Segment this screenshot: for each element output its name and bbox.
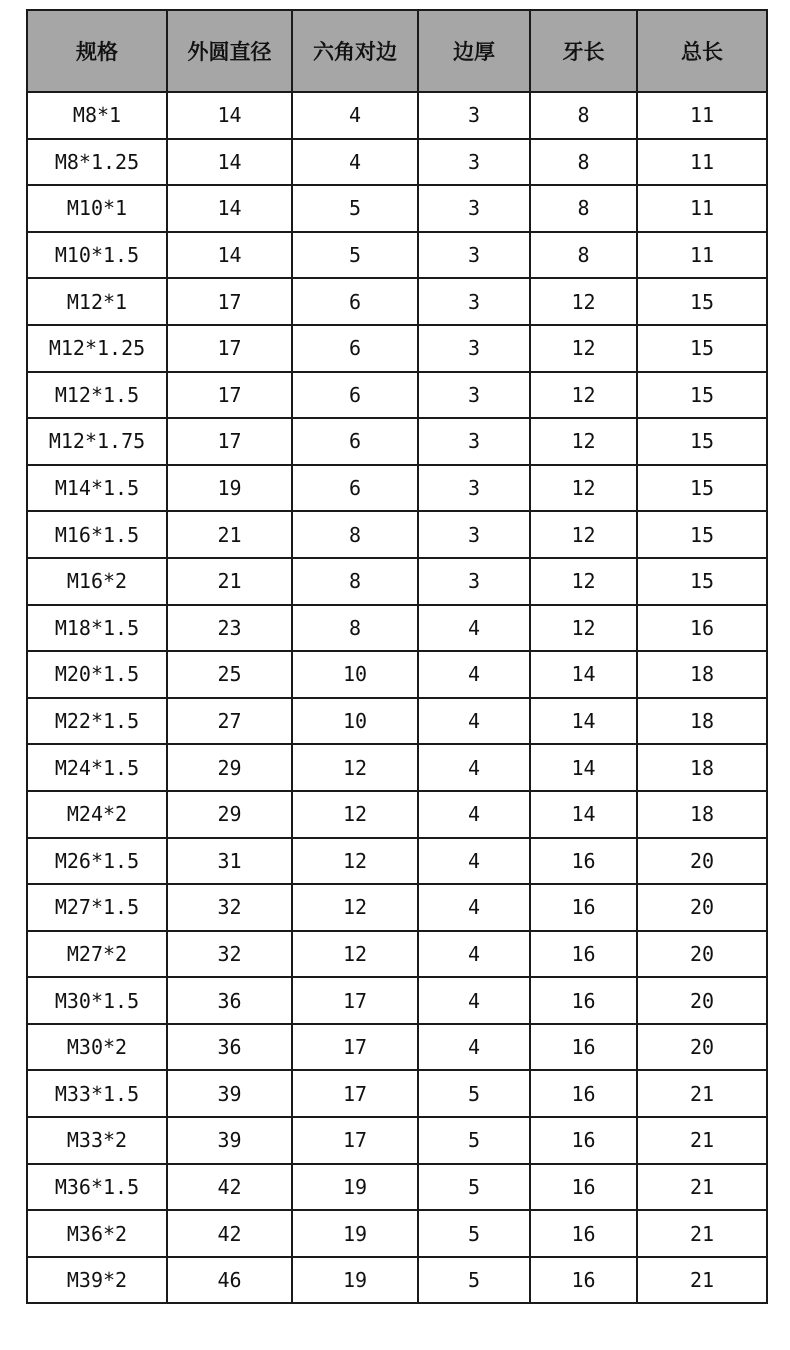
- cell-hex-flats: 12: [292, 838, 418, 885]
- cell-outer-diameter: 19: [167, 465, 292, 512]
- cell-outer-diameter: 17: [167, 325, 292, 372]
- cell-spec: M14*1.5: [27, 465, 167, 512]
- cell-hex-flats: 10: [292, 698, 418, 745]
- cell-rim-thickness: 3: [418, 372, 530, 419]
- cell-rim-thickness: 4: [418, 838, 530, 885]
- header-rim-thickness: 边厚: [418, 10, 530, 92]
- cell-hex-flats: 12: [292, 931, 418, 978]
- cell-spec: M18*1.5: [27, 605, 167, 652]
- table-row: [27, 744, 767, 791]
- cell-outer-diameter: 32: [167, 931, 292, 978]
- header-total-length: 总长: [637, 10, 767, 92]
- table-row: [27, 651, 767, 698]
- cell-spec: M27*2: [27, 931, 167, 978]
- table-row: [27, 1117, 767, 1164]
- cell-hex-flats: 6: [292, 325, 418, 372]
- cell-thread-length: 8: [530, 92, 637, 139]
- cell-total-length: 15: [637, 558, 767, 605]
- cell-hex-flats: 17: [292, 1117, 418, 1164]
- cell-total-length: 18: [637, 698, 767, 745]
- cell-thread-length: 8: [530, 139, 637, 186]
- cell-outer-diameter: 14: [167, 92, 292, 139]
- cell-rim-thickness: 4: [418, 744, 530, 791]
- cell-total-length: 11: [637, 139, 767, 186]
- cell-total-length: 21: [637, 1070, 767, 1117]
- cell-hex-flats: 6: [292, 278, 418, 325]
- cell-hex-flats: 5: [292, 185, 418, 232]
- cell-outer-diameter: 36: [167, 977, 292, 1024]
- cell-outer-diameter: 17: [167, 372, 292, 419]
- cell-thread-length: 16: [530, 1117, 637, 1164]
- cell-total-length: 20: [637, 1024, 767, 1071]
- cell-spec: M27*1.5: [27, 884, 167, 931]
- cell-rim-thickness: 4: [418, 651, 530, 698]
- cell-spec: M33*1.5: [27, 1070, 167, 1117]
- cell-rim-thickness: 3: [418, 418, 530, 465]
- cell-outer-diameter: 21: [167, 558, 292, 605]
- cell-total-length: 15: [637, 325, 767, 372]
- table-row: [27, 838, 767, 885]
- cell-thread-length: 16: [530, 838, 637, 885]
- cell-thread-length: 16: [530, 1164, 637, 1211]
- cell-hex-flats: 8: [292, 605, 418, 652]
- cell-thread-length: 14: [530, 791, 637, 838]
- cell-thread-length: 8: [530, 232, 637, 279]
- table-row: [27, 372, 767, 419]
- cell-spec: M30*2: [27, 1024, 167, 1071]
- cell-hex-flats: 17: [292, 977, 418, 1024]
- table-row: [27, 931, 767, 978]
- table-row: [27, 232, 767, 279]
- cell-outer-diameter: 42: [167, 1164, 292, 1211]
- cell-spec: M26*1.5: [27, 838, 167, 885]
- cell-total-length: 15: [637, 278, 767, 325]
- cell-thread-length: 16: [530, 1210, 637, 1257]
- cell-hex-flats: 19: [292, 1257, 418, 1304]
- cell-outer-diameter: 31: [167, 838, 292, 885]
- cell-rim-thickness: 3: [418, 92, 530, 139]
- header-spec: 规格: [27, 10, 167, 92]
- cell-outer-diameter: 17: [167, 278, 292, 325]
- cell-hex-flats: 19: [292, 1164, 418, 1211]
- table-row: [27, 558, 767, 605]
- cell-rim-thickness: 4: [418, 977, 530, 1024]
- cell-rim-thickness: 3: [418, 558, 530, 605]
- table-row: [27, 791, 767, 838]
- cell-thread-length: 12: [530, 605, 637, 652]
- cell-hex-flats: 12: [292, 791, 418, 838]
- header-outer-diameter: 外圆直径: [167, 10, 292, 92]
- cell-thread-length: 12: [530, 325, 637, 372]
- cell-spec: M12*1: [27, 278, 167, 325]
- cell-rim-thickness: 4: [418, 1024, 530, 1071]
- cell-rim-thickness: 3: [418, 185, 530, 232]
- table-row: [27, 278, 767, 325]
- cell-spec: M16*1.5: [27, 511, 167, 558]
- cell-spec: M12*1.75: [27, 418, 167, 465]
- cell-hex-flats: 6: [292, 465, 418, 512]
- cell-rim-thickness: 4: [418, 698, 530, 745]
- cell-thread-length: 16: [530, 1024, 637, 1071]
- cell-thread-length: 8: [530, 185, 637, 232]
- table-row: [27, 1210, 767, 1257]
- cell-spec: M33*2: [27, 1117, 167, 1164]
- table-row: [27, 1164, 767, 1211]
- cell-total-length: 15: [637, 418, 767, 465]
- cell-spec: M8*1: [27, 92, 167, 139]
- cell-rim-thickness: 3: [418, 278, 530, 325]
- cell-outer-diameter: 23: [167, 605, 292, 652]
- cell-total-length: 18: [637, 791, 767, 838]
- table-row: [27, 511, 767, 558]
- cell-outer-diameter: 14: [167, 232, 292, 279]
- cell-hex-flats: 4: [292, 139, 418, 186]
- cell-rim-thickness: 5: [418, 1117, 530, 1164]
- cell-rim-thickness: 4: [418, 884, 530, 931]
- cell-total-length: 20: [637, 931, 767, 978]
- cell-rim-thickness: 5: [418, 1210, 530, 1257]
- cell-rim-thickness: 3: [418, 232, 530, 279]
- cell-thread-length: 14: [530, 744, 637, 791]
- cell-spec: M36*2: [27, 1210, 167, 1257]
- cell-hex-flats: 12: [292, 884, 418, 931]
- cell-outer-diameter: 32: [167, 884, 292, 931]
- cell-outer-diameter: 39: [167, 1117, 292, 1164]
- table-row: [27, 698, 767, 745]
- cell-hex-flats: 8: [292, 558, 418, 605]
- cell-thread-length: 16: [530, 884, 637, 931]
- cell-thread-length: 16: [530, 931, 637, 978]
- cell-thread-length: 16: [530, 1070, 637, 1117]
- cell-thread-length: 16: [530, 1257, 637, 1304]
- table-row: [27, 1257, 767, 1304]
- cell-thread-length: 12: [530, 372, 637, 419]
- cell-hex-flats: 17: [292, 1070, 418, 1117]
- cell-outer-diameter: 17: [167, 418, 292, 465]
- cell-hex-flats: 10: [292, 651, 418, 698]
- cell-rim-thickness: 4: [418, 791, 530, 838]
- cell-spec: M20*1.5: [27, 651, 167, 698]
- cell-thread-length: 12: [530, 465, 637, 512]
- cell-total-length: 21: [637, 1257, 767, 1304]
- cell-hex-flats: 8: [292, 511, 418, 558]
- cell-outer-diameter: 29: [167, 744, 292, 791]
- cell-outer-diameter: 46: [167, 1257, 292, 1304]
- header-hex-flats: 六角对边: [292, 10, 418, 92]
- table-row: [27, 884, 767, 931]
- cell-spec: M12*1.5: [27, 372, 167, 419]
- cell-spec: M8*1.25: [27, 139, 167, 186]
- cell-hex-flats: 12: [292, 744, 418, 791]
- cell-rim-thickness: 3: [418, 325, 530, 372]
- cell-spec: M10*1: [27, 185, 167, 232]
- cell-spec: M36*1.5: [27, 1164, 167, 1211]
- cell-thread-length: 14: [530, 651, 637, 698]
- cell-outer-diameter: 25: [167, 651, 292, 698]
- cell-outer-diameter: 36: [167, 1024, 292, 1071]
- cell-thread-length: 12: [530, 511, 637, 558]
- table-row: [27, 465, 767, 512]
- cell-total-length: 21: [637, 1117, 767, 1164]
- cell-thread-length: 16: [530, 977, 637, 1024]
- cell-spec: M22*1.5: [27, 698, 167, 745]
- cell-rim-thickness: 3: [418, 139, 530, 186]
- cell-spec: M24*2: [27, 791, 167, 838]
- cell-hex-flats: 6: [292, 372, 418, 419]
- cell-total-length: 16: [637, 605, 767, 652]
- cell-total-length: 21: [637, 1210, 767, 1257]
- cell-outer-diameter: 14: [167, 139, 292, 186]
- cell-rim-thickness: 4: [418, 931, 530, 978]
- cell-rim-thickness: 5: [418, 1164, 530, 1211]
- cell-rim-thickness: 5: [418, 1257, 530, 1304]
- cell-thread-length: 12: [530, 418, 637, 465]
- cell-hex-flats: 4: [292, 92, 418, 139]
- cell-total-length: 15: [637, 372, 767, 419]
- cell-outer-diameter: 39: [167, 1070, 292, 1117]
- spec-table: [26, 9, 768, 1304]
- cell-hex-flats: 19: [292, 1210, 418, 1257]
- cell-hex-flats: 5: [292, 232, 418, 279]
- cell-outer-diameter: 42: [167, 1210, 292, 1257]
- cell-rim-thickness: 5: [418, 1070, 530, 1117]
- cell-thread-length: 12: [530, 558, 637, 605]
- table-body: [27, 92, 767, 1303]
- table-row: [27, 1024, 767, 1071]
- cell-spec: M39*2: [27, 1257, 167, 1304]
- cell-spec: M16*2: [27, 558, 167, 605]
- header-row: [27, 10, 767, 92]
- table-row: [27, 1070, 767, 1117]
- cell-total-length: 20: [637, 884, 767, 931]
- cell-total-length: 18: [637, 651, 767, 698]
- header-thread-length: 牙长: [530, 10, 637, 92]
- cell-hex-flats: 6: [292, 418, 418, 465]
- table-row: [27, 977, 767, 1024]
- cell-total-length: 15: [637, 465, 767, 512]
- table-row: [27, 185, 767, 232]
- table-row: [27, 605, 767, 652]
- table-header: [27, 10, 767, 92]
- table-row: [27, 92, 767, 139]
- table-row: [27, 418, 767, 465]
- cell-rim-thickness: 3: [418, 465, 530, 512]
- cell-total-length: 21: [637, 1164, 767, 1211]
- cell-spec: M24*1.5: [27, 744, 167, 791]
- cell-rim-thickness: 3: [418, 511, 530, 558]
- table-row: [27, 325, 767, 372]
- cell-outer-diameter: 27: [167, 698, 292, 745]
- cell-outer-diameter: 14: [167, 185, 292, 232]
- cell-total-length: 11: [637, 185, 767, 232]
- cell-total-length: 20: [637, 977, 767, 1024]
- table-row: [27, 139, 767, 186]
- cell-outer-diameter: 29: [167, 791, 292, 838]
- cell-spec: M12*1.25: [27, 325, 167, 372]
- cell-total-length: 11: [637, 232, 767, 279]
- cell-spec: M30*1.5: [27, 977, 167, 1024]
- cell-total-length: 18: [637, 744, 767, 791]
- cell-total-length: 20: [637, 838, 767, 885]
- cell-rim-thickness: 4: [418, 605, 530, 652]
- cell-hex-flats: 17: [292, 1024, 418, 1071]
- cell-thread-length: 14: [530, 698, 637, 745]
- cell-thread-length: 12: [530, 278, 637, 325]
- cell-total-length: 11: [637, 92, 767, 139]
- cell-spec: M10*1.5: [27, 232, 167, 279]
- cell-outer-diameter: 21: [167, 511, 292, 558]
- cell-total-length: 15: [637, 511, 767, 558]
